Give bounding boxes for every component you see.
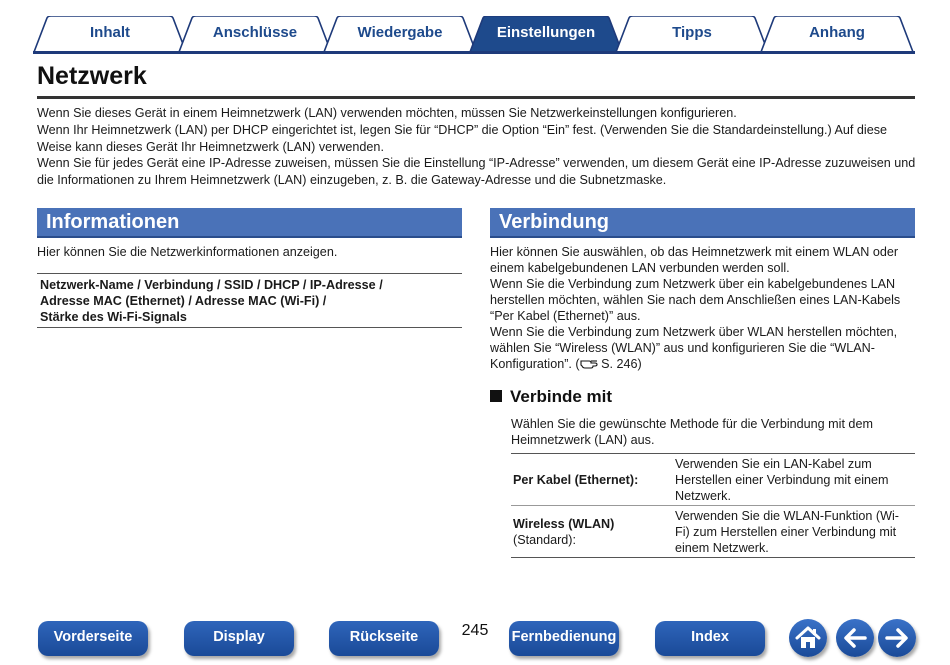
option-key-note: (Standard):: [513, 532, 576, 547]
nav-rueckseite-button[interactable]: Rückseite: [329, 621, 439, 656]
home-button[interactable]: [789, 619, 827, 657]
tab-underline: [33, 51, 915, 54]
verbinde-mit-description: Wählen Sie die gewünschte Methode für die Verbindung mit dem Heimnetzwerk (LAN) aus.: [511, 417, 873, 447]
page-number: 245: [461, 622, 489, 639]
nav-fernbedienung-button[interactable]: Fernbedienung: [509, 621, 619, 656]
tab-einstellungen[interactable]: [469, 16, 623, 52]
intro-paragraph: Wenn Ihr Heimnetzwerk (LAN) per DHCP eingerichtet ist, legen Sie für “DHCP” die Option “Ein” fest. (Verwenden Sie die Standardeinstellung.) Auf diese Weise kann dieses Gerät Ihr Heimnetzwerk (LAN) verwenden.: [37, 122, 888, 154]
tab-wiedergabe[interactable]: [323, 16, 477, 52]
forward-button[interactable]: [878, 619, 916, 657]
table-row: [511, 506, 915, 558]
tab-label: Anschlüsse: [212, 24, 298, 41]
informationen-items: [37, 273, 462, 328]
verbinde-mit-heading: [490, 387, 612, 407]
verbinde-mit-title: Verbinde mit: [510, 387, 613, 406]
forward-arrow-icon: [878, 619, 916, 657]
tab-anhang[interactable]: [760, 16, 914, 52]
title-divider: [37, 96, 915, 99]
option-key: [511, 454, 673, 506]
square-bullet-icon: [490, 390, 502, 402]
option-key-label: Per Kabel (Ethernet):: [513, 472, 639, 487]
nav-vorderseite-button[interactable]: Vorderseite: [38, 621, 148, 656]
tab-label: Einstellungen: [496, 24, 596, 41]
verbindung-text: [490, 244, 915, 372]
info-items-line: Stärke des Wi-Fi-Signals: [40, 310, 187, 324]
option-key-label: Wireless (WLAN): [513, 516, 615, 531]
tab-label: Wiedergabe: [357, 24, 443, 41]
option-value: Verwenden Sie die WLAN-Funktion (Wi-Fi) zum Herstellen einer Verbindung mit einem Netzwerk.: [675, 508, 899, 555]
tab-label: Tipps: [672, 24, 712, 41]
page-reference[interactable]: S. 246): [597, 357, 642, 371]
verbindung-wired-text: Wenn Sie die Verbindung zum Netzwerk über ein kabelgebundenes LAN herstellen möchten, wählen Sie nach dem Anschließen eines LAN-Kabels “Per Kabel (Ethernet)” aus.: [490, 277, 901, 323]
intro-text: [37, 105, 917, 189]
tab-tipps[interactable]: [615, 16, 769, 52]
wlan-text: Wenn Sie die Verbindung zum Netzwerk über WLAN herstellen möchten, wählen Sie “Wireless (WLAN)” aus und konfigurieren Sie die “WLAN-Konfiguration”. (: [490, 325, 898, 371]
pointing-hand-icon[interactable]: [580, 357, 598, 369]
page-title: Netzwerk: [37, 62, 147, 90]
verbindung-description: Hier können Sie auswählen, ob das Heimnetzwerk mit einem WLAN oder einem kabelgebundenen LAN verbunden werden soll.: [490, 245, 899, 275]
table-row: [511, 454, 915, 506]
info-items-line: Netzwerk-Name / Verbindung / SSID / DHCP / IP-Adresse /: [40, 278, 383, 292]
home-icon: [789, 619, 827, 657]
nav-index-button[interactable]: Index: [655, 621, 765, 656]
section-heading-verbindung: Verbindung: [490, 208, 915, 238]
verbindung-wlan-text: [490, 324, 915, 372]
connection-options-table: [511, 453, 915, 558]
option-key: [511, 506, 673, 558]
tab-bar: [33, 16, 915, 54]
info-items-line: Adresse MAC (Ethernet) / Adresse MAC (Wi-Fi) /: [40, 294, 327, 308]
intro-paragraph: Wenn Sie dieses Gerät in einem Heimnetzwerk (LAN) verwenden möchten, müssen Sie Netzwerkeinstellungen konfigurieren.: [37, 106, 737, 120]
nav-display-button[interactable]: Display: [184, 621, 294, 656]
tab-anschluesse[interactable]: [178, 16, 332, 52]
informationen-description: Hier können Sie die Netzwerkinformationen anzeigen.: [37, 245, 338, 259]
tab-inhalt[interactable]: [33, 16, 187, 52]
intro-paragraph: Wenn Sie für jedes Gerät eine IP-Adresse zuweisen, müssen Sie die Einstellung “IP-Adresse” verwenden, um diesem Gerät eine IP-Adresse zuzuweisen und die Informationen zu Ihrem Heimnetzwerk (LAN) einzugeben, z. B. die Gateway-Adresse und die Subnetzmaske.: [37, 156, 916, 188]
back-arrow-icon: [836, 619, 874, 657]
section-heading-informationen: Informationen: [37, 208, 462, 238]
option-value: Verwenden Sie ein LAN-Kabel zum Herstellen einer Verbindung mit einem Netzwerk.: [675, 456, 889, 503]
tab-label: Inhalt: [90, 24, 130, 41]
back-button[interactable]: [836, 619, 874, 657]
tab-label: Anhang: [809, 24, 865, 41]
